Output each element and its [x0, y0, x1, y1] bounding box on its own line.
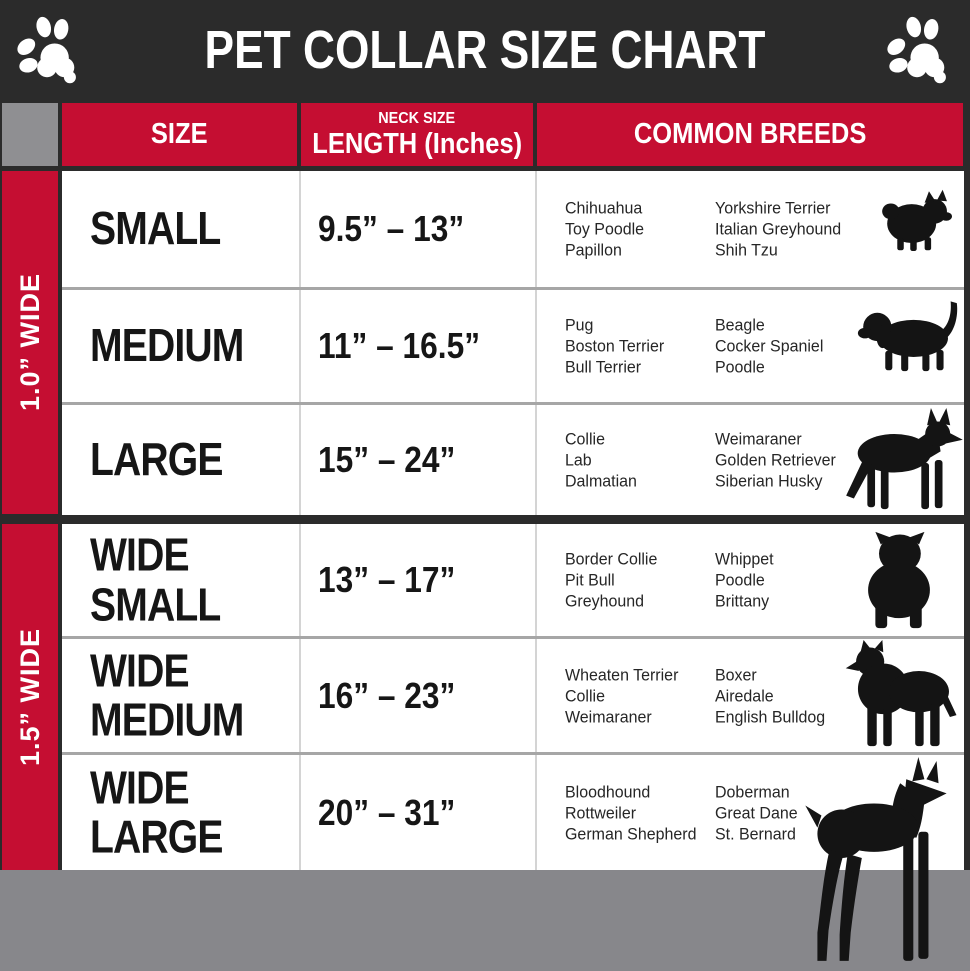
neck-length-value: 16” – 23” — [318, 674, 456, 716]
table-row — [62, 639, 964, 752]
table-row — [62, 755, 964, 870]
breed-list: Whippet Poodle Brittany — [715, 549, 774, 611]
width-band-1.5-inch — [2, 524, 58, 870]
neck-length-value: 13” – 17” — [318, 559, 456, 600]
paw-icon — [884, 14, 950, 86]
header-corner-cell — [2, 103, 58, 166]
width-band-1.0-inch — [2, 171, 58, 514]
table-row — [62, 405, 964, 515]
section-divider — [0, 515, 970, 524]
breed-list: Border Collie Pit Bull Greyhound — [565, 549, 658, 611]
header-common-breeds: COMMON BREEDS — [537, 103, 963, 166]
width-label: 1.5” WIDE — [14, 627, 45, 767]
table-row — [62, 524, 964, 636]
page-title: PET COLLAR SIZE CHART — [204, 20, 766, 80]
header-neck-size-length: NECK SIZE LENGTH (Inches) — [301, 103, 533, 166]
size-label: MEDIUM — [90, 319, 244, 372]
german-shepherd-silhouette-icon — [840, 407, 966, 513]
neck-length-value: 20” – 31” — [318, 791, 456, 833]
breed-list: Collie Lab Dalmatian — [565, 429, 637, 491]
neck-length-value: 15” – 24” — [318, 439, 456, 480]
size-label: WIDE SMALL — [90, 528, 221, 630]
neck-length-value: 11” – 16.5” — [318, 325, 481, 366]
breed-list: Bloodhound Rottweiler German Shepherd — [565, 782, 697, 843]
breed-list: Weimaraner Golden Retriever Siberian Husky — [715, 429, 836, 491]
doberman-silhouette-icon — [798, 757, 962, 969]
width-label: 1.0” WIDE — [14, 273, 45, 412]
size-label: LARGE — [90, 433, 223, 486]
bulldog-silhouette-icon — [852, 530, 946, 630]
table-row — [62, 290, 964, 402]
breed-list: Yorkshire Terrier Italian Greyhound Shih Tzu — [715, 198, 842, 260]
breed-list: Wheaten Terrier Collie Weimaraner — [565, 665, 679, 726]
neck-length-value: 9.5” – 13” — [318, 208, 465, 249]
pomeranian-silhouette-icon — [880, 187, 952, 253]
beagle-silhouette-icon — [857, 294, 963, 374]
size-label: SMALL — [90, 202, 221, 255]
breed-list: Chihuahua Toy Poodle Papillon — [565, 198, 645, 260]
table-row — [62, 171, 964, 287]
size-label: WIDE MEDIUM — [90, 643, 244, 746]
breed-list: Pug Boston Terrier Bull Terrier — [565, 315, 665, 377]
header-size: SIZE — [62, 103, 297, 166]
pitbull-silhouette-icon — [842, 639, 964, 749]
size-label: WIDE LARGE — [90, 760, 223, 863]
breed-list: Doberman Great Dane St. Bernard — [715, 782, 798, 843]
breed-list: Beagle Cocker Spaniel Poodle — [715, 315, 824, 377]
breed-list: Boxer Airedale English Bulldog — [715, 665, 826, 726]
